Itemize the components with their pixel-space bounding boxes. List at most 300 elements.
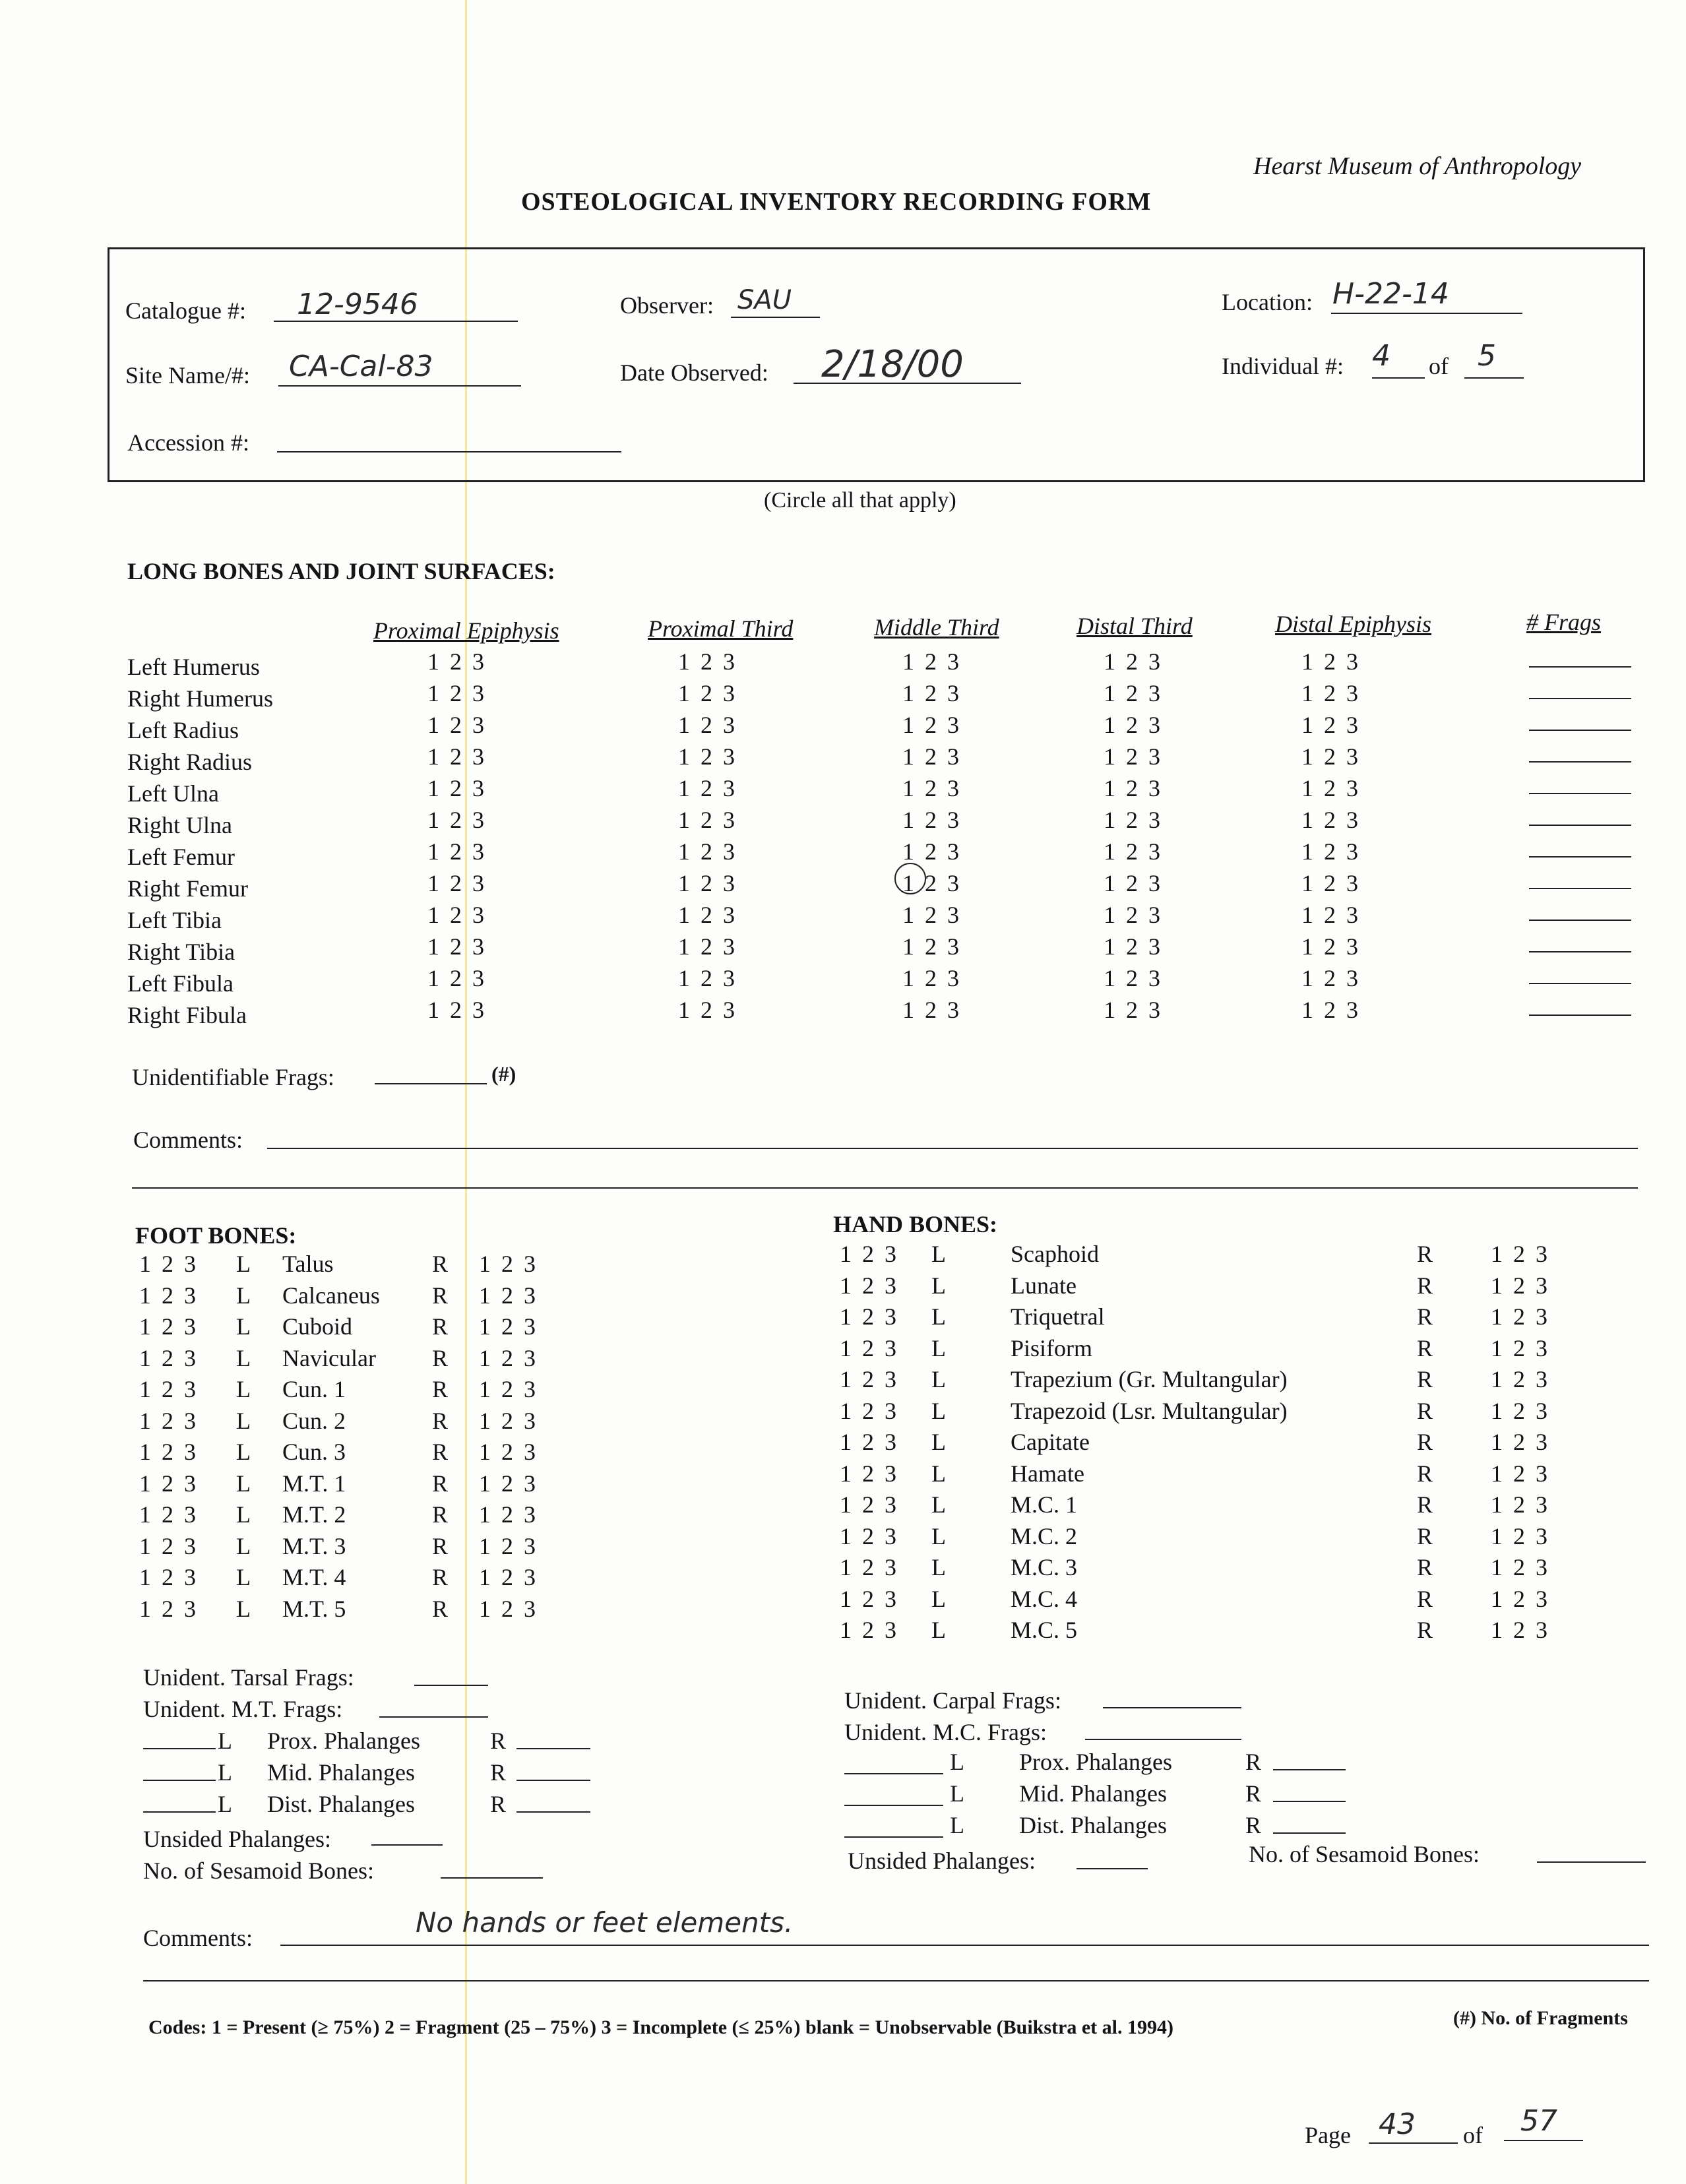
code-2[interactable]: 2	[162, 1564, 173, 1590]
hand-left-codes[interactable]	[834, 1491, 902, 1518]
code-3[interactable]: 3	[184, 1470, 196, 1497]
code-3[interactable]: 3	[524, 1376, 536, 1402]
long-bone-codes[interactable]	[673, 648, 740, 675]
code-1[interactable]: 1	[479, 1376, 491, 1402]
code-3[interactable]: 3	[1536, 1491, 1547, 1518]
code-3[interactable]: 3	[472, 743, 484, 770]
code-2[interactable]: 2	[1126, 743, 1138, 770]
code-1[interactable]: 1	[678, 743, 690, 770]
code-2[interactable]: 2	[701, 933, 712, 960]
long-bone-codes[interactable]	[422, 711, 489, 739]
code-1[interactable]: 1	[139, 1407, 151, 1434]
long-bone-codes[interactable]	[1098, 996, 1166, 1024]
long-bone-codes[interactable]	[673, 933, 740, 960]
code-1[interactable]: 1	[479, 1595, 491, 1622]
code-3[interactable]: 3	[472, 997, 484, 1023]
hand-left-codes[interactable]	[834, 1334, 902, 1362]
code-2[interactable]: 2	[501, 1595, 513, 1622]
long-bone-codes[interactable]	[897, 711, 964, 739]
code-2[interactable]: 2	[925, 997, 937, 1023]
foot-right-codes[interactable]	[474, 1470, 541, 1497]
accession-line[interactable]	[277, 451, 621, 452]
unident-frags-line[interactable]	[375, 1083, 487, 1084]
code-1[interactable]: 1	[840, 1303, 852, 1330]
foot-left-codes[interactable]	[134, 1313, 201, 1340]
code-3[interactable]: 3	[1346, 775, 1358, 801]
hand-left-codes[interactable]	[834, 1553, 902, 1581]
code-2[interactable]: 2	[450, 743, 462, 770]
individual-total[interactable]: 5	[1478, 339, 1496, 373]
code-2[interactable]: 2	[1324, 870, 1336, 896]
code-1[interactable]: 1	[139, 1595, 151, 1622]
code-3[interactable]: 3	[184, 1407, 196, 1434]
code-2[interactable]: 2	[925, 838, 937, 865]
code-3[interactable]: 3	[1346, 712, 1358, 738]
code-3[interactable]: 3	[472, 902, 484, 928]
foot-left-codes[interactable]	[134, 1282, 201, 1309]
long-bone-codes[interactable]	[1098, 933, 1166, 960]
hand-right-codes[interactable]	[1485, 1303, 1553, 1330]
code-1[interactable]: 1	[479, 1532, 491, 1559]
long-bone-codes[interactable]	[1296, 933, 1363, 960]
code-2[interactable]: 2	[450, 648, 462, 675]
code-2[interactable]: 2	[1513, 1366, 1525, 1392]
hand-left-codes[interactable]	[834, 1365, 902, 1393]
code-2[interactable]: 2	[1126, 870, 1138, 896]
long-bone-codes[interactable]	[422, 964, 489, 992]
code-1[interactable]: 1	[1491, 1241, 1503, 1267]
foot-unsided-line[interactable]	[371, 1844, 443, 1846]
page-total[interactable]: 57	[1520, 2104, 1557, 2138]
code-3[interactable]: 3	[885, 1460, 896, 1487]
unident-tarsal-line[interactable]	[414, 1685, 488, 1686]
code-3[interactable]: 3	[723, 743, 735, 770]
code-2[interactable]: 2	[862, 1617, 874, 1643]
code-2[interactable]: 2	[501, 1251, 513, 1277]
code-2[interactable]: 2	[925, 902, 937, 928]
frags-line[interactable]	[1529, 761, 1631, 763]
long-bone-codes[interactable]	[1296, 711, 1363, 739]
code-2[interactable]: 2	[1126, 775, 1138, 801]
code-1[interactable]: 1	[427, 743, 439, 770]
hand-right-codes[interactable]	[1485, 1365, 1553, 1393]
code-2[interactable]: 2	[1513, 1491, 1525, 1518]
hand-right-codes[interactable]	[1485, 1240, 1553, 1268]
code-1[interactable]: 1	[1491, 1303, 1503, 1330]
hand-phal-left-line[interactable]	[844, 1805, 943, 1806]
code-3[interactable]: 3	[472, 680, 484, 706]
hand-right-codes[interactable]	[1485, 1428, 1553, 1456]
code-2[interactable]: 2	[162, 1470, 173, 1497]
long-bone-codes[interactable]	[1296, 648, 1363, 675]
code-2[interactable]: 2	[501, 1532, 513, 1559]
code-2[interactable]: 2	[501, 1282, 513, 1309]
long-bone-codes[interactable]	[673, 711, 740, 739]
code-2[interactable]: 2	[1513, 1460, 1525, 1487]
code-2[interactable]: 2	[862, 1522, 874, 1549]
code-2[interactable]: 2	[1126, 648, 1138, 675]
code-1[interactable]: 1	[1301, 838, 1313, 865]
code-1[interactable]: 1	[479, 1344, 491, 1371]
foot-left-codes[interactable]	[134, 1344, 201, 1372]
long-bone-codes[interactable]	[1098, 964, 1166, 992]
code-3[interactable]: 3	[1346, 743, 1358, 770]
code-2[interactable]: 2	[1324, 648, 1336, 675]
code-1[interactable]: 1	[902, 965, 914, 991]
code-1[interactable]: 1	[1491, 1397, 1503, 1424]
code-2[interactable]: 2	[1324, 902, 1336, 928]
foot-right-codes[interactable]	[474, 1313, 541, 1340]
code-1[interactable]: 1	[427, 902, 439, 928]
hand-left-codes[interactable]	[834, 1303, 902, 1330]
long-bone-codes[interactable]	[422, 996, 489, 1024]
hand-left-codes[interactable]	[834, 1428, 902, 1456]
code-1[interactable]: 1	[902, 775, 914, 801]
code-2[interactable]: 2	[501, 1470, 513, 1497]
long-bone-codes[interactable]	[1098, 869, 1166, 897]
frags-line[interactable]	[1529, 856, 1631, 858]
hand-left-codes[interactable]	[834, 1585, 902, 1613]
code-3[interactable]: 3	[1536, 1522, 1547, 1549]
code-3[interactable]: 3	[947, 870, 959, 896]
code-3[interactable]: 3	[1536, 1554, 1547, 1580]
code-3[interactable]: 3	[885, 1397, 896, 1424]
code-3[interactable]: 3	[1346, 997, 1358, 1023]
code-2[interactable]: 2	[450, 870, 462, 896]
code-3[interactable]: 3	[184, 1501, 196, 1528]
code-2[interactable]: 2	[1324, 807, 1336, 833]
code-3[interactable]: 3	[885, 1491, 896, 1518]
frags-line[interactable]	[1529, 888, 1631, 889]
code-2[interactable]: 2	[501, 1313, 513, 1340]
foot-phal-left-line[interactable]	[143, 1811, 216, 1813]
long-bone-codes[interactable]	[1296, 679, 1363, 707]
hand-left-codes[interactable]	[834, 1397, 902, 1425]
code-3[interactable]: 3	[472, 807, 484, 833]
code-3[interactable]: 3	[1346, 902, 1358, 928]
code-2[interactable]: 2	[450, 838, 462, 865]
code-3[interactable]: 3	[947, 902, 959, 928]
code-1[interactable]: 1	[840, 1241, 852, 1267]
code-2[interactable]: 2	[162, 1376, 173, 1402]
code-3[interactable]: 3	[947, 743, 959, 770]
code-2[interactable]: 2	[1324, 712, 1336, 738]
foot-left-codes[interactable]	[134, 1250, 201, 1278]
code-1[interactable]: 1	[678, 997, 690, 1023]
code-3[interactable]: 3	[1148, 775, 1160, 801]
code-3[interactable]: 3	[723, 807, 735, 833]
code-2[interactable]: 2	[450, 775, 462, 801]
hand-unsided-line[interactable]	[1077, 1868, 1148, 1869]
unident-carpal-line[interactable]	[1103, 1707, 1241, 1708]
hand-right-codes[interactable]	[1485, 1334, 1553, 1362]
code-2[interactable]: 2	[450, 902, 462, 928]
code-3[interactable]: 3	[885, 1241, 896, 1267]
frags-line[interactable]	[1529, 951, 1631, 952]
hand-phal-right-line[interactable]	[1273, 1769, 1346, 1770]
code-3[interactable]: 3	[524, 1501, 536, 1528]
code-3[interactable]: 3	[1346, 965, 1358, 991]
code-3[interactable]: 3	[184, 1282, 196, 1309]
code-3[interactable]: 3	[1148, 838, 1160, 865]
code-3[interactable]: 3	[885, 1585, 896, 1612]
long-bone-codes[interactable]	[422, 806, 489, 834]
code-2[interactable]: 2	[701, 997, 712, 1023]
code-2[interactable]: 2	[450, 807, 462, 833]
foot-right-codes[interactable]	[474, 1407, 541, 1435]
code-3[interactable]: 3	[723, 712, 735, 738]
code-2[interactable]: 2	[925, 870, 937, 896]
code-1[interactable]: 1	[1104, 775, 1115, 801]
code-1[interactable]: 1	[840, 1366, 852, 1392]
code-3[interactable]: 3	[524, 1439, 536, 1465]
code-1[interactable]: 1	[1301, 965, 1313, 991]
code-3[interactable]: 3	[524, 1595, 536, 1622]
foot-right-codes[interactable]	[474, 1595, 541, 1623]
individual-value[interactable]: 4	[1372, 339, 1390, 373]
code-1[interactable]: 1	[1104, 965, 1115, 991]
code-1[interactable]: 1	[678, 965, 690, 991]
code-2[interactable]: 2	[1324, 680, 1336, 706]
code-3[interactable]: 3	[184, 1344, 196, 1371]
code-2[interactable]: 2	[450, 712, 462, 738]
long-bone-codes[interactable]	[1296, 806, 1363, 834]
code-2[interactable]: 2	[1513, 1334, 1525, 1361]
code-2[interactable]: 2	[701, 807, 712, 833]
catalogue-value[interactable]: 12-9546	[297, 288, 418, 321]
code-3[interactable]: 3	[524, 1313, 536, 1340]
code-2[interactable]: 2	[862, 1303, 874, 1330]
foot-right-codes[interactable]	[474, 1438, 541, 1466]
code-1[interactable]: 1	[139, 1532, 151, 1559]
long-bone-codes[interactable]	[422, 838, 489, 865]
code-2[interactable]: 2	[501, 1376, 513, 1402]
code-2[interactable]: 2	[701, 680, 712, 706]
code-2[interactable]: 2	[862, 1397, 874, 1424]
frags-line[interactable]	[1529, 825, 1631, 826]
code-3[interactable]: 3	[1536, 1397, 1547, 1424]
code-3[interactable]: 3	[472, 933, 484, 960]
code-1[interactable]: 1	[840, 1460, 852, 1487]
code-1[interactable]: 1	[1104, 997, 1115, 1023]
long-bone-codes[interactable]	[897, 648, 964, 675]
code-1[interactable]: 1	[678, 902, 690, 928]
code-3[interactable]: 3	[524, 1251, 536, 1277]
code-3[interactable]: 3	[1346, 838, 1358, 865]
long-bone-codes[interactable]	[1098, 679, 1166, 707]
code-3[interactable]: 3	[1148, 743, 1160, 770]
foot-right-codes[interactable]	[474, 1532, 541, 1560]
code-1[interactable]: 1	[479, 1313, 491, 1340]
code-2[interactable]: 2	[1126, 680, 1138, 706]
comments-line-2[interactable]	[132, 1187, 1638, 1189]
code-3[interactable]: 3	[885, 1429, 896, 1455]
code-1[interactable]: 1	[1104, 870, 1115, 896]
foot-right-codes[interactable]	[474, 1250, 541, 1278]
code-2[interactable]: 2	[1324, 743, 1336, 770]
code-1[interactable]: 1	[139, 1439, 151, 1465]
code-1[interactable]: 1	[1491, 1491, 1503, 1518]
code-3[interactable]: 3	[184, 1532, 196, 1559]
location-value[interactable]: H-22-14	[1332, 277, 1449, 311]
hand-right-codes[interactable]	[1485, 1522, 1553, 1550]
long-bone-codes[interactable]	[673, 901, 740, 929]
foot-right-codes[interactable]	[474, 1282, 541, 1309]
code-3[interactable]: 3	[947, 965, 959, 991]
code-1[interactable]: 1	[427, 648, 439, 675]
code-1[interactable]: 1	[139, 1282, 151, 1309]
code-3[interactable]: 3	[524, 1470, 536, 1497]
code-2[interactable]: 2	[501, 1501, 513, 1528]
code-2[interactable]: 2	[1513, 1272, 1525, 1299]
code-2[interactable]: 2	[1324, 838, 1336, 865]
long-bone-codes[interactable]	[673, 964, 740, 992]
code-1[interactable]: 1	[1301, 870, 1313, 896]
code-1[interactable]: 1	[427, 997, 439, 1023]
code-2[interactable]: 2	[162, 1282, 173, 1309]
code-3[interactable]: 3	[1346, 807, 1358, 833]
code-2[interactable]: 2	[925, 648, 937, 675]
code-3[interactable]: 3	[1346, 870, 1358, 896]
long-bone-codes[interactable]	[673, 869, 740, 897]
code-1[interactable]: 1	[840, 1429, 852, 1455]
page-number[interactable]: 43	[1379, 2107, 1416, 2141]
long-bone-codes[interactable]	[897, 679, 964, 707]
code-2[interactable]: 2	[1324, 997, 1336, 1023]
code-3[interactable]: 3	[472, 648, 484, 675]
long-bone-codes[interactable]	[1296, 774, 1363, 802]
hand-left-codes[interactable]	[834, 1272, 902, 1299]
long-bone-codes[interactable]	[422, 933, 489, 960]
code-1[interactable]: 1	[1301, 807, 1313, 833]
foot-right-codes[interactable]	[474, 1563, 541, 1591]
code-1[interactable]: 1	[139, 1344, 151, 1371]
code-1[interactable]: 1	[678, 775, 690, 801]
long-bone-codes[interactable]	[673, 774, 740, 802]
code-1[interactable]: 1	[902, 648, 914, 675]
code-2[interactable]: 2	[1513, 1522, 1525, 1549]
long-bone-codes[interactable]	[673, 806, 740, 834]
code-2[interactable]: 2	[701, 870, 712, 896]
hand-phal-right-line[interactable]	[1273, 1801, 1346, 1802]
code-3[interactable]: 3	[947, 712, 959, 738]
site-value[interactable]: CA-Cal-83	[289, 350, 433, 383]
code-2[interactable]: 2	[862, 1241, 874, 1267]
code-1[interactable]: 1	[1491, 1554, 1503, 1580]
hand-right-codes[interactable]	[1485, 1585, 1553, 1613]
code-3[interactable]: 3	[885, 1303, 896, 1330]
frags-line[interactable]	[1529, 920, 1631, 921]
foot-left-codes[interactable]	[134, 1532, 201, 1560]
comments2-value[interactable]: No hands or feet elements.	[416, 1906, 794, 1939]
code-2[interactable]: 2	[162, 1313, 173, 1340]
comments2-line-2[interactable]	[143, 1980, 1649, 1981]
code-1[interactable]: 1	[678, 807, 690, 833]
code-3[interactable]: 3	[184, 1564, 196, 1590]
code-2[interactable]: 2	[1126, 838, 1138, 865]
code-3[interactable]: 3	[723, 870, 735, 896]
code-1[interactable]: 1	[1104, 712, 1115, 738]
code-2[interactable]: 2	[701, 838, 712, 865]
code-2[interactable]: 2	[862, 1491, 874, 1518]
code-3[interactable]: 3	[524, 1344, 536, 1371]
hand-phal-left-line[interactable]	[844, 1836, 943, 1838]
code-1[interactable]: 1	[427, 680, 439, 706]
code-2[interactable]: 2	[925, 775, 937, 801]
long-bone-codes[interactable]	[422, 648, 489, 675]
long-bone-codes[interactable]	[422, 774, 489, 802]
code-1[interactable]: 1	[479, 1439, 491, 1465]
code-2[interactable]: 2	[501, 1564, 513, 1590]
code-1[interactable]: 1	[902, 870, 914, 896]
code-2[interactable]: 2	[450, 680, 462, 706]
hand-right-codes[interactable]	[1485, 1397, 1553, 1425]
code-1[interactable]: 1	[1491, 1334, 1503, 1361]
code-1[interactable]: 1	[1104, 648, 1115, 675]
code-3[interactable]: 3	[1536, 1429, 1547, 1455]
code-1[interactable]: 1	[1301, 775, 1313, 801]
code-2[interactable]: 2	[862, 1554, 874, 1580]
code-1[interactable]: 1	[840, 1554, 852, 1580]
code-3[interactable]: 3	[947, 933, 959, 960]
long-bone-codes[interactable]	[897, 806, 964, 834]
code-3[interactable]: 3	[472, 870, 484, 896]
foot-left-codes[interactable]	[134, 1501, 201, 1528]
code-3[interactable]: 3	[1148, 997, 1160, 1023]
code-2[interactable]: 2	[701, 743, 712, 770]
code-2[interactable]: 2	[1126, 712, 1138, 738]
observer-value[interactable]: SAU	[737, 285, 792, 315]
code-2[interactable]: 2	[862, 1366, 874, 1392]
code-2[interactable]: 2	[925, 712, 937, 738]
code-1[interactable]: 1	[678, 648, 690, 675]
long-bone-codes[interactable]	[1098, 774, 1166, 802]
long-bone-codes[interactable]	[1296, 869, 1363, 897]
code-3[interactable]: 3	[1148, 902, 1160, 928]
code-1[interactable]: 1	[427, 838, 439, 865]
code-3[interactable]: 3	[524, 1564, 536, 1590]
foot-left-codes[interactable]	[134, 1375, 201, 1403]
code-1[interactable]: 1	[1491, 1429, 1503, 1455]
code-1[interactable]: 1	[840, 1334, 852, 1361]
code-2[interactable]: 2	[1513, 1617, 1525, 1643]
code-1[interactable]: 1	[840, 1397, 852, 1424]
code-1[interactable]: 1	[678, 838, 690, 865]
long-bone-codes[interactable]	[1098, 901, 1166, 929]
code-2[interactable]: 2	[925, 743, 937, 770]
code-2[interactable]: 2	[450, 997, 462, 1023]
code-3[interactable]: 3	[1536, 1303, 1547, 1330]
long-bone-codes[interactable]	[1296, 838, 1363, 865]
code-2[interactable]: 2	[162, 1439, 173, 1465]
code-2[interactable]: 2	[501, 1344, 513, 1371]
code-2[interactable]: 2	[862, 1460, 874, 1487]
code-1[interactable]: 1	[479, 1501, 491, 1528]
hand-right-codes[interactable]	[1485, 1553, 1553, 1581]
code-3[interactable]: 3	[885, 1366, 896, 1392]
code-1[interactable]: 1	[139, 1501, 151, 1528]
foot-left-codes[interactable]	[134, 1595, 201, 1623]
code-2[interactable]: 2	[925, 965, 937, 991]
long-bone-codes[interactable]	[897, 838, 964, 865]
hand-right-codes[interactable]	[1485, 1272, 1553, 1299]
code-3[interactable]: 3	[723, 838, 735, 865]
code-3[interactable]: 3	[1148, 965, 1160, 991]
code-3[interactable]: 3	[184, 1313, 196, 1340]
code-1[interactable]: 1	[1104, 933, 1115, 960]
long-bone-codes[interactable]	[1296, 996, 1363, 1024]
hand-right-codes[interactable]	[1485, 1460, 1553, 1487]
